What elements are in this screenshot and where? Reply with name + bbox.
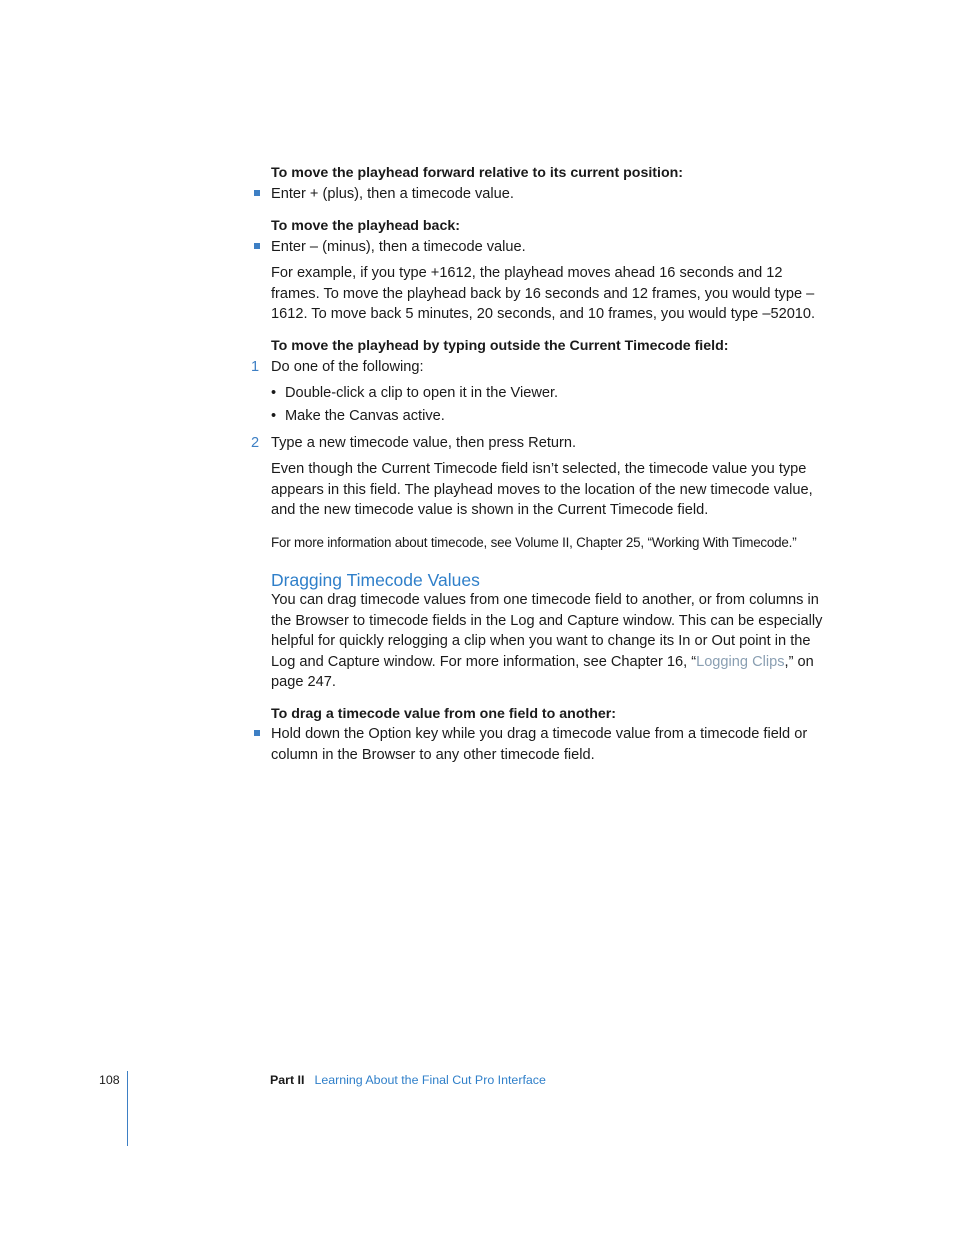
part-label: Part II: [270, 1073, 305, 1087]
p1: For example, if you type +1612, the playhead moves ahead 16 seconds and 12 frames. To move the playhead back by 16 seconds and 12 frames, you would type –1612. To move back 5 minutes, 20 seconds, and 10 frames, you would type –52010.: [271, 265, 816, 322]
p4-text: You can drag timecode values from one timecode field to another, or from columns in the Browser to timecode fields in the Log and Capture window. This can be especially helpful for quickly relogging a clip when you want to change its In or Out point in the Log and Capture window. For more information, see Chapter 16, “: [271, 592, 823, 670]
sub1: Double-click a clip to open it in the Viewer.: [285, 385, 559, 401]
h1: To move the playhead forward relative to its current position:: [271, 165, 684, 181]
b3: Hold down the Option key while you drag a timecode value from a timecode field or column in the Browser to any other timecode field.: [271, 726, 808, 763]
h3: To move the playhead by typing outside the Current Timecode field:: [271, 338, 729, 354]
p2: Even though the Current Timecode field isn’t selected, the timecode value you type appears in this field. The playhead moves to the location of the new timecode value, and the new timecode value is shown in the Current Timecode field.: [271, 461, 813, 518]
logging-clips-link[interactable]: Logging Clips: [696, 653, 785, 670]
b2: Enter – (minus), then a timecode value.: [271, 239, 526, 255]
step-1: Do one of the following:: [271, 359, 424, 375]
step-1-number: 1: [251, 359, 260, 375]
sub2: Make the Canvas active.: [285, 408, 445, 424]
p3: For more information about timecode, see Volume II, Chapter 25, “Working With Timecode.”: [271, 535, 797, 550]
bullet-square-icon: [254, 730, 260, 736]
bullet-dot-icon: •: [271, 408, 277, 424]
section-title: Dragging Timecode Values: [271, 570, 480, 590]
footer-rule: [127, 1071, 128, 1146]
b1: Enter + (plus), then a timecode value.: [271, 186, 514, 202]
h4: To drag a timecode value from one field to another:: [271, 706, 617, 722]
bullet-square-icon: [254, 190, 260, 196]
step-2-number: 2: [251, 435, 260, 451]
footer-part: [270, 1071, 546, 1089]
h2: To move the playhead back:: [271, 218, 460, 234]
p4: [271, 590, 826, 693]
step-2: Type a new timecode value, then press Return.: [271, 435, 577, 451]
part-title: Learning About the Final Cut Pro Interface: [314, 1073, 546, 1087]
bullet-dot-icon: •: [271, 385, 277, 401]
bullet-square-icon: [254, 243, 260, 249]
p4-text-end: ,” on page 247.: [271, 653, 814, 690]
page-number: 108: [99, 1073, 120, 1087]
